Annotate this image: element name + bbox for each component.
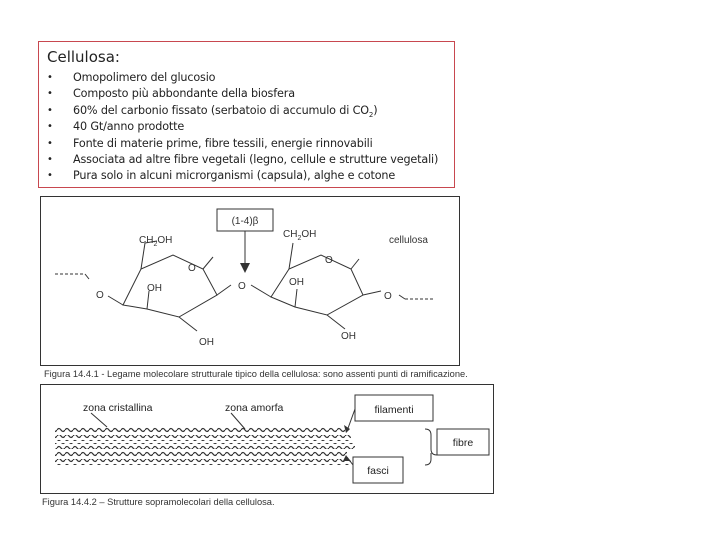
- bond-line: [295, 289, 297, 307]
- list-item: [45, 70, 438, 86]
- list-item-text: Fonte di materie prime, fibre tessili, energie rinnovabili: [73, 136, 373, 150]
- molecule-label: cellulosa: [389, 235, 428, 246]
- fibril-strand: [55, 459, 351, 465]
- list-item: [45, 103, 438, 119]
- bond-line: [251, 285, 271, 297]
- list-item: [45, 168, 438, 184]
- figure2-caption: Figura 14.4.2 – Strutture sopramolecolari della cellulosa.: [42, 497, 275, 507]
- brace-shape: [425, 453, 431, 465]
- cellulose-structure-diagram: [41, 197, 461, 367]
- ring1-oxygen-label: O: [188, 263, 196, 274]
- arrow-down-icon: [240, 263, 250, 273]
- pointer-line: [91, 413, 107, 427]
- bond-line: [363, 291, 381, 295]
- bond-line: [327, 315, 345, 329]
- bond-line: [141, 243, 145, 269]
- bullet-icon: •: [47, 72, 53, 83]
- ring1-left-oxygen-label: O: [96, 290, 104, 301]
- ring2-ch2oh-label: $CH_2OH$: [283, 229, 317, 242]
- list-item-text: Associata ad altre fibre vegetali (legno, cellule e strutture vegetali): [73, 152, 439, 166]
- ring2-right-oxygen-label: O: [384, 291, 392, 302]
- bond-line: [179, 317, 197, 331]
- fibril-strand: [55, 427, 345, 433]
- fibril-strand: [55, 435, 351, 441]
- ring1-oh-bottom-label: OH: [199, 337, 214, 348]
- list-item: [45, 86, 438, 102]
- fibres-label: fibre: [452, 437, 474, 449]
- filaments-label: filamenti: [374, 404, 414, 416]
- supramolecular-diagram: [41, 385, 495, 495]
- list-item-text: Composto più abbondante della biosfera: [73, 87, 295, 101]
- bond-line: [289, 243, 293, 269]
- cellulose-structure-figure: [40, 196, 460, 366]
- bond-line: [399, 295, 405, 299]
- bullet-icon: •: [47, 170, 53, 182]
- list-item-text: 60% del carbonio fissato (serbatoio di accumulo di CO: [73, 103, 369, 117]
- list-item-text: 40 Gt/anno prodotte: [73, 120, 185, 134]
- bond-line: [108, 296, 123, 305]
- bullet-list: [45, 70, 438, 185]
- ring2-oh-label: OH: [289, 277, 304, 288]
- bundles-label: fasci: [367, 465, 389, 477]
- list-item: [45, 152, 438, 168]
- pointer-line: [347, 409, 355, 431]
- brace-shape: [425, 429, 437, 455]
- bond-line: [203, 257, 213, 269]
- list-item-suffix: ): [373, 103, 378, 117]
- ring2-outline: [271, 255, 363, 315]
- figure1-caption: Figura 14.4.1 - Legame molecolare strutturale tipico della cellulosa: sono assenti punti di ramificazione.: [44, 369, 468, 379]
- pointer-line: [231, 413, 245, 429]
- bond-line: [217, 285, 231, 295]
- ring1-oh-label: OH: [147, 283, 162, 294]
- subscript: 2: [368, 111, 374, 120]
- supramolecular-structure-figure: [40, 384, 494, 494]
- list-item-text: Omopolimero del glucosio: [73, 71, 216, 84]
- bond-line: [85, 274, 89, 279]
- fibril-strand: [55, 451, 347, 457]
- bullet-icon: •: [47, 88, 53, 100]
- bullet-icon: •: [47, 153, 53, 165]
- ring2-oxygen-label: O: [325, 255, 333, 266]
- cellulose-info-box: [38, 41, 455, 188]
- list-item: [45, 136, 438, 152]
- bridge-oxygen-label: O: [238, 281, 246, 292]
- bullet-icon: •: [47, 104, 53, 116]
- ring1-outline: [123, 255, 217, 317]
- crystalline-zone-label: zona cristallina: [83, 402, 153, 414]
- fibril-strand: [55, 443, 355, 449]
- fibril-bundle: [55, 427, 355, 465]
- bullet-icon: •: [47, 137, 53, 149]
- bond-label: (1-4)β: [231, 216, 259, 227]
- box-title: Cellulosa:: [47, 48, 120, 66]
- amorphous-zone-label: zona amorfa: [225, 402, 284, 414]
- list-item: [45, 119, 438, 135]
- ring2-oh-bottom-label: OH: [341, 331, 356, 342]
- list-item-text: Pura solo in alcuni microrganismi (capsula), alghe e cotone: [73, 169, 396, 183]
- bond-line: [351, 259, 359, 269]
- bullet-icon: •: [47, 121, 53, 133]
- ring1-ch2oh-label: $CH_2OH$: [139, 235, 173, 248]
